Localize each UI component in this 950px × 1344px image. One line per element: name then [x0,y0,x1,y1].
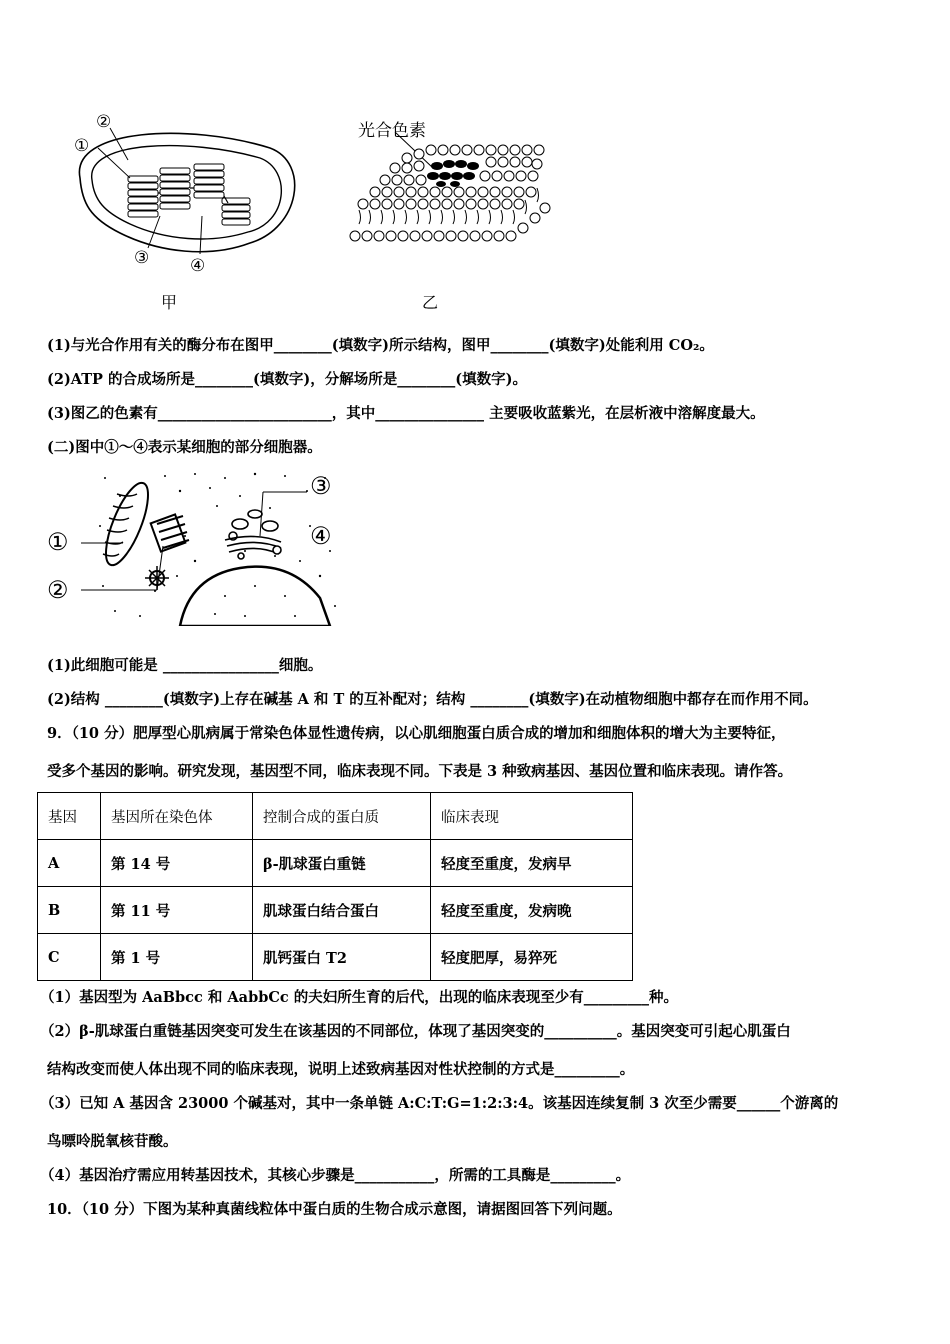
part1-question-1: (1)与光合作用有关的酶分布在图甲________(填数字)所示结构，图甲________(填数字)处能利用 CO₂。 [47,337,714,354]
part1-question-3: (3)图乙的色素有________________________，其中_______________ 主要吸收蓝紫光，在层析液中溶解度最大。 [47,405,765,422]
marker-1-organelle: ① [47,528,69,556]
part2-question-2: (2)结构 ________(填数字)上存在碱基 A 和 T 的互补配对；结构 ________(填数字)在动植物细胞中都存在而作用不同。 [47,691,818,708]
marker-3-chloroplast: ③ [134,248,150,268]
table-cell: B [38,887,101,934]
part1-question-2: (2)ATP 的合成场所是________(填数字)，分解场所是________(填数字)。 [47,371,527,388]
part2-heading: (二)图中①～④表示某细胞的部分细胞器。 [47,439,322,456]
table-cell: 第 14 号 [101,840,253,887]
part2-question-1: (1)此细胞可能是 ________________细胞。 [47,657,323,674]
q9-sub-3-line2: 鸟嘌呤脱氧核苷酸。 [47,1133,178,1150]
q9-sub-2-line1: （2）β-肌球蛋白重链基因突变可发生在该基因的不同部位，体现了基因突变的__________。基因突变可引起心肌蛋白 [40,1023,791,1040]
table-cell: 第 11 号 [101,887,253,934]
marker-2-chloroplast: ② [96,112,112,132]
table-cell: 肌钙蛋白 T2 [253,934,431,981]
table-cell: 肌球蛋白结合蛋白 [253,887,431,934]
table-row [38,934,633,981]
q9-intro-line1: 9．（10 分）肥厚型心肌病属于常染色体显性遗传病，以心肌细胞蛋白质合成的增加和细胞体积的增大为主要特征， [47,725,786,742]
table-header-cell: 基因 [38,793,101,840]
marker-2-organelle: ② [47,576,69,604]
table-header-cell: 临床表现 [431,793,633,840]
q9-intro-line2: 受多个基因的影响。研究发现，基因型不同，临床表现不同。下表是 3 种致病基因、基因位置和临床表现。请作答。 [47,763,793,780]
cell-organelles-diagram [45,466,345,626]
table-cell: A [38,840,101,887]
table-cell: 轻度至重度，发病晚 [431,887,633,934]
table-cell: 轻度肥厚，易猝死 [431,934,633,981]
q9-sub-3-line1: （3）已知 A 基因含 23000 个碱基对，其中一条单链 A:C:T:G=1:2:3:4。该基因连续复制 3 次至少需要______个游离的 [40,1095,839,1112]
table-header-cell: 控制合成的蛋白质 [253,793,431,840]
table-header-row [38,793,633,840]
marker-4-organelle: ④ [310,522,332,550]
marker-1-chloroplast: ① [74,136,90,156]
marker-4-chloroplast: ④ [190,256,206,276]
table-cell: 第 1 号 [101,934,253,981]
pigment-label: 光合色素 [358,121,426,141]
figure-caption-jia: 甲 [161,293,178,312]
chloroplast-diagram [60,108,310,278]
q9-sub-4: （4）基因治疗需应用转基因技术，其核心步骤是___________，所需的工具酶是_________。 [40,1167,631,1184]
q9-sub-1: （1）基因型为 AaBbcc 和 AabbCc 的夫妇所生育的后代，出现的临床表现至少有_________种。 [40,989,679,1006]
table-row [38,840,633,887]
q10-intro: 10．（10 分）下图为某种真菌线粒体中蛋白质的生物合成示意图，请据图回答下列问题。 [47,1201,622,1218]
gene-table [37,792,633,981]
figure-caption-yi: 乙 [422,293,439,312]
table-row [38,887,633,934]
marker-3-organelle: ③ [310,472,332,500]
table-header-cell: 基因所在染色体 [101,793,253,840]
table-cell: β-肌球蛋白重链 [253,840,431,887]
table-cell: 轻度至重度，发病早 [431,840,633,887]
q9-sub-2-line2: 结构改变而使人体出现不同的临床表现，说明上述致病基因对性状控制的方式是_________。 [47,1061,635,1078]
table-cell: C [38,934,101,981]
